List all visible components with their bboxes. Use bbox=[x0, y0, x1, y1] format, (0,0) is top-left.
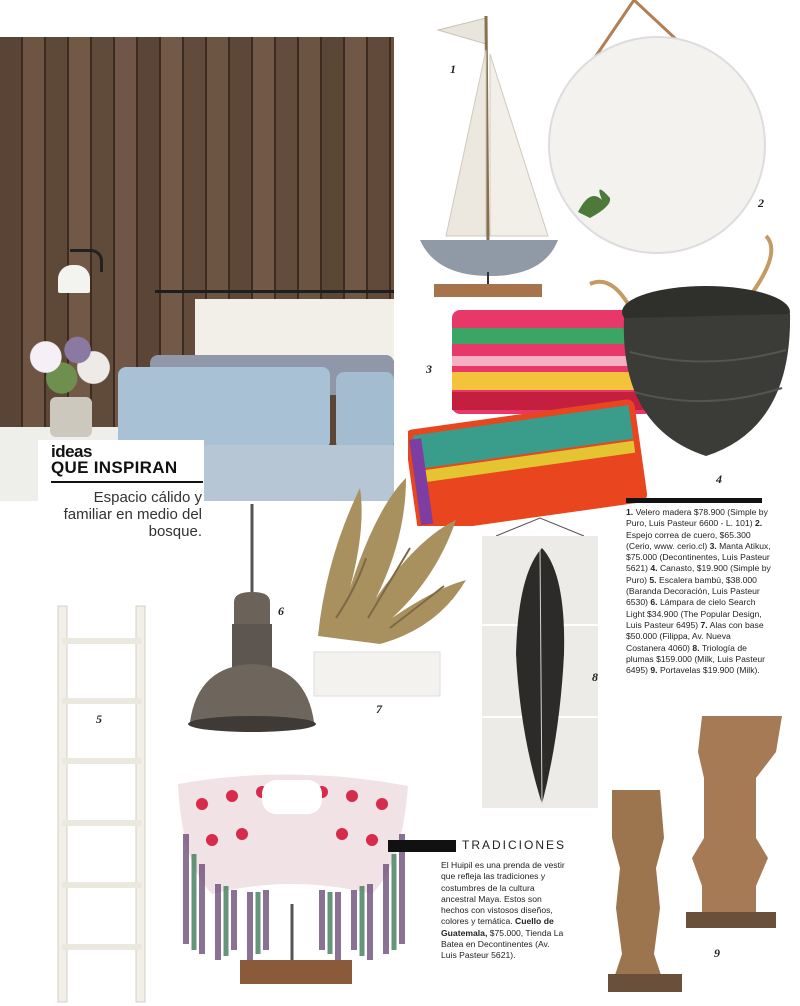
bedroom-photo bbox=[0, 37, 394, 501]
tradiciones-heading: TRADICIONES bbox=[462, 838, 567, 852]
flower-bouquet bbox=[14, 329, 120, 399]
wall-lamp bbox=[58, 265, 90, 293]
wings-sculpture-image bbox=[306, 468, 470, 704]
candle-holders-image bbox=[606, 708, 790, 998]
feather-triptych-image bbox=[480, 514, 600, 814]
item-number-8: 8 bbox=[592, 670, 598, 684]
product-credits: 1. Velero madera $78.900 (Simple by Puro, Luis Pasteur 6600 - L. 101) 2. Espejo correa de cuero, $65.300 (Cerio, www. cerio.cl) 3. Manta Atikux, $75.000 (Decontinentes, Luis Pasteur 5621) 4. Canasto, $19.900 (Simple by Puro) 5. Escalera bambú, $38.000 (Baranda Decoración, Luis Pasteur 6530) 6. Lámpara de cielo Search Light $34.900 (The Popular Design, Luis Pasteur 6495) 7. Alas con base $50.000 (Filippa, Av. Nueva Costanera 4060) 8. Triología de plumas $159.000 (Milk, Luis Pasteur 6495) 9. Portavelas $19.900 (Milk). bbox=[626, 507, 771, 676]
flower-vase bbox=[50, 397, 92, 437]
credits-rule bbox=[626, 498, 762, 503]
ideas-rule bbox=[51, 481, 203, 483]
pillow-blue-2 bbox=[336, 372, 394, 450]
sailboat-image bbox=[416, 14, 562, 300]
pillow-blue bbox=[118, 367, 330, 449]
ideas-box bbox=[38, 440, 204, 582]
item-number-1: 1 bbox=[450, 62, 456, 76]
headboard-cushion bbox=[195, 299, 394, 361]
item-number-2: 2 bbox=[758, 196, 764, 210]
ideas-subtitle: Espacio cálido y familiar en medio del bosque. bbox=[63, 489, 202, 540]
woven-basket-image bbox=[586, 232, 800, 488]
huipil-collar-image bbox=[172, 774, 416, 988]
ideas-label: ideas bbox=[51, 442, 92, 461]
bamboo-ladder-image bbox=[48, 602, 160, 1004]
item-number-9: 9 bbox=[714, 946, 720, 960]
tradiciones-bar bbox=[388, 840, 456, 852]
item-number-6: 6 bbox=[278, 604, 284, 618]
round-mirror-image bbox=[546, 0, 772, 262]
pendant-lamp-image bbox=[186, 504, 326, 738]
item-number-5: 5 bbox=[96, 712, 102, 726]
item-number-7: 7 bbox=[376, 702, 382, 716]
item-number-4: 4 bbox=[716, 472, 722, 486]
tradiciones-text: El Huipil es una prenda de vestir que refleja las tradiciones y costumbres de la cultura ancestral Maya. Estos son hechos con vistosos diseños, colores y temática. Cuello de Guatemala, $75.000, Tienda La Batea en Decontinentes (Av. Luis Pasteur 5621). bbox=[441, 860, 565, 961]
ideas-heading: QUE INSPIRAN bbox=[51, 458, 178, 477]
item-number-3: 3 bbox=[426, 362, 432, 376]
